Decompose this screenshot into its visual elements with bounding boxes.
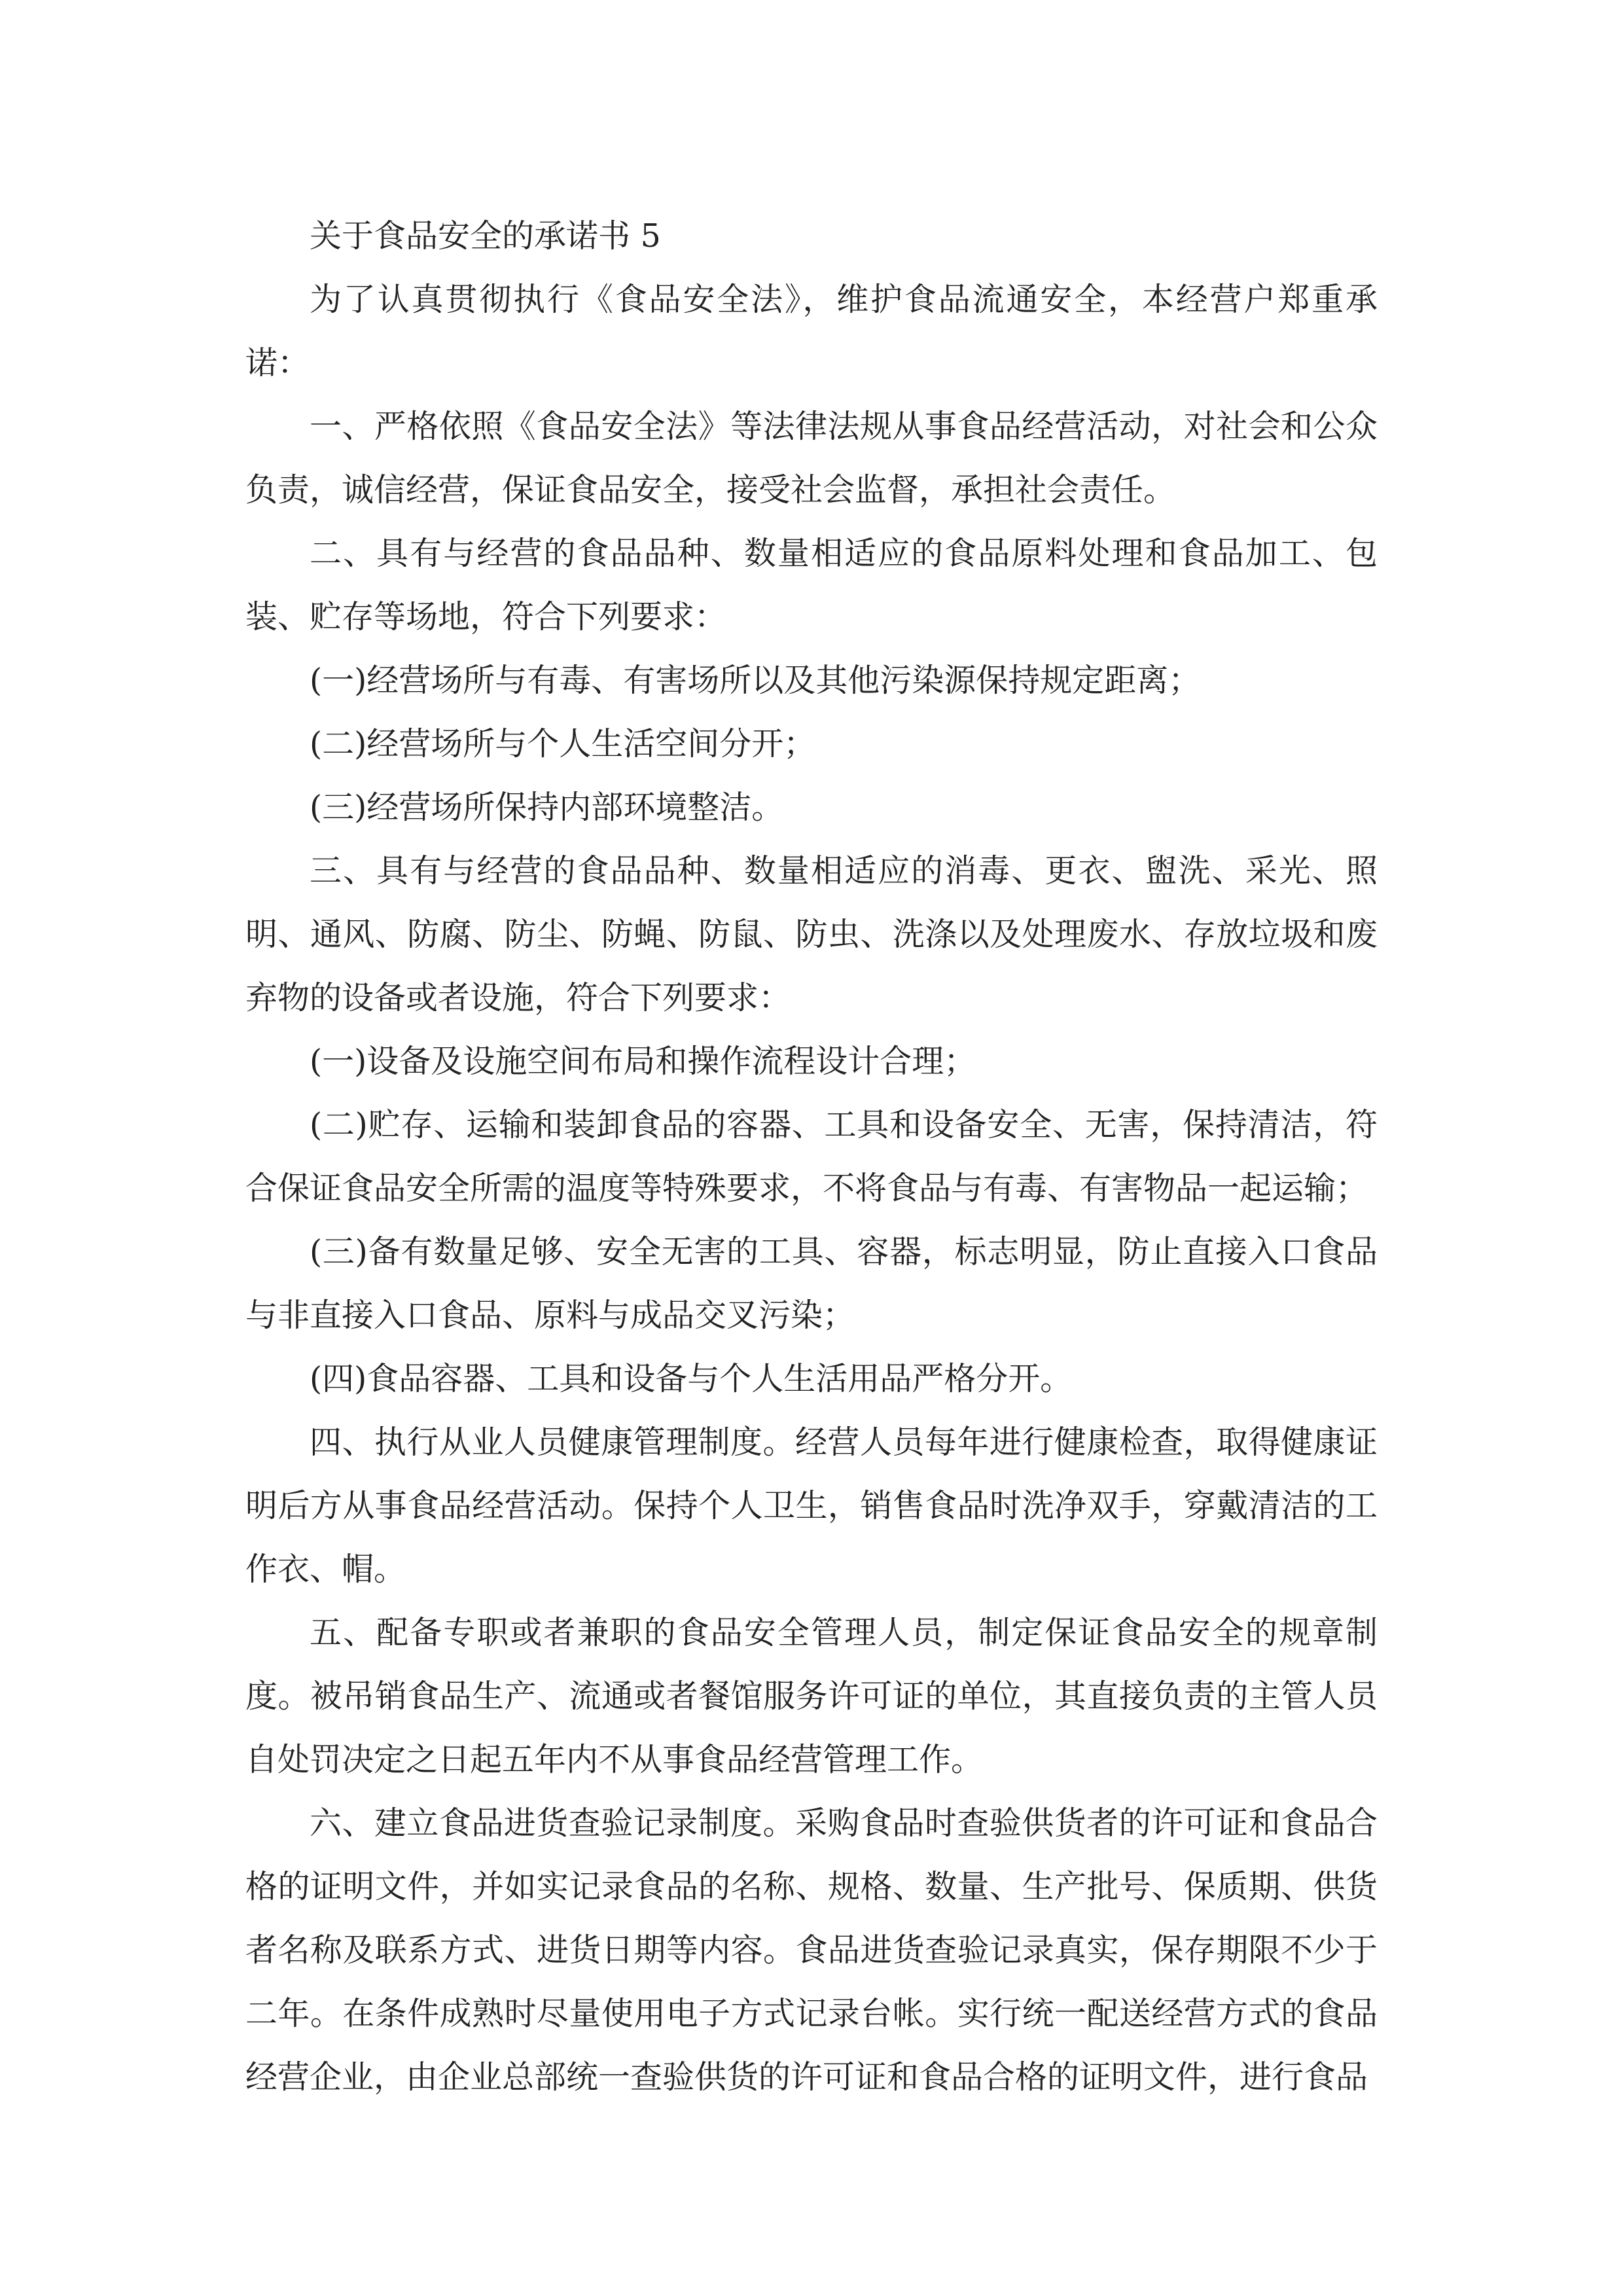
clause-2-item-1: (一)经营场所与有毒、有害场所以及其他污染源保持规定距离； bbox=[310, 662, 1201, 699]
clause-2-item-2: (二)经营场所与个人生活空间分开； bbox=[310, 725, 816, 762]
clause-3-paragraph: 三、具有与经营的食品品种、数量相适应的消毒、更衣、盥洗、采光、照明、通风、防腐、防尘、防蝇、防鼠、防虫、洗涤以及处理废水、存放垃圾和废弃物的设备或者设施，符合下列要求： bbox=[245, 852, 1378, 1016]
document-body bbox=[245, 204, 1378, 2109]
intro-paragraph: 为了认真贯彻执行《食品安全法》，维护食品流通安全，本经营户郑重承诺： bbox=[245, 281, 1378, 382]
clause-5-paragraph: 五、配备专职或者兼职的食品安全管理人员，制定保证食品安全的规章制度。被吊销食品生产、流通或者餐馆服务许可证的单位，其直接负责的主管人员自处罚决定之日起五年内不从事食品经营管理工作。 bbox=[245, 1614, 1378, 1778]
clause-1-paragraph: 一、严格依照《食品安全法》等法律法规从事食品经营活动，对社会和公众负责，诚信经营，保证食品安全，接受社会监督，承担社会责任。 bbox=[245, 408, 1378, 509]
clause-4-paragraph: 四、执行从业人员健康管理制度。经营人员每年进行健康检查，取得健康证明后方从事食品经营活动。保持个人卫生，销售食品时洗净双手，穿戴清洁的工作衣、帽。 bbox=[245, 1424, 1378, 1588]
clause-3-item-1: (一)设备及设施空间布局和操作流程设计合理； bbox=[310, 1043, 976, 1080]
clause-6-paragraph: 六、建立食品进货查验记录制度。采购食品时查验供货者的许可证和食品合格的证明文件，并如实记录食品的名称、规格、数量、生产批号、保质期、供货者名称及联系方式、进货日期等内容。食品进货查验记录真实，保存期限不少于二年。在条件成熟时尽量使用电子方式记录台帐。实行统一配送经营方式的食品经营企业，由企业总部统一查验供货的许可证和食品合格的证明文件，进行食品 bbox=[245, 1804, 1378, 2096]
clause-3-item-2: (二)贮存、运输和装卸食品的容器、工具和设备安全、无害，保持清洁，符合保证食品安全所需的温度等特殊要求，不将食品与有毒、有害物品一起运输； bbox=[245, 1106, 1378, 1207]
clause-2-item-3: (三)经营场所保持内部环境整洁。 bbox=[310, 789, 784, 826]
document-title: 关于食品安全的承诺书 5 bbox=[310, 217, 661, 255]
clause-3-item-4: (四)食品容器、工具和设备与个人生活用品严格分开。 bbox=[310, 1360, 1073, 1397]
clause-2-paragraph: 二、具有与经营的食品品种、数量相适应的食品原料处理和食品加工、包装、贮存等场地，符合下列要求： bbox=[245, 535, 1378, 636]
clause-3-item-3: (三)备有数量足够、安全无害的工具、容器，标志明显，防止直接入口食品与非直接入口食品、原料与成品交叉污染； bbox=[245, 1233, 1378, 1334]
